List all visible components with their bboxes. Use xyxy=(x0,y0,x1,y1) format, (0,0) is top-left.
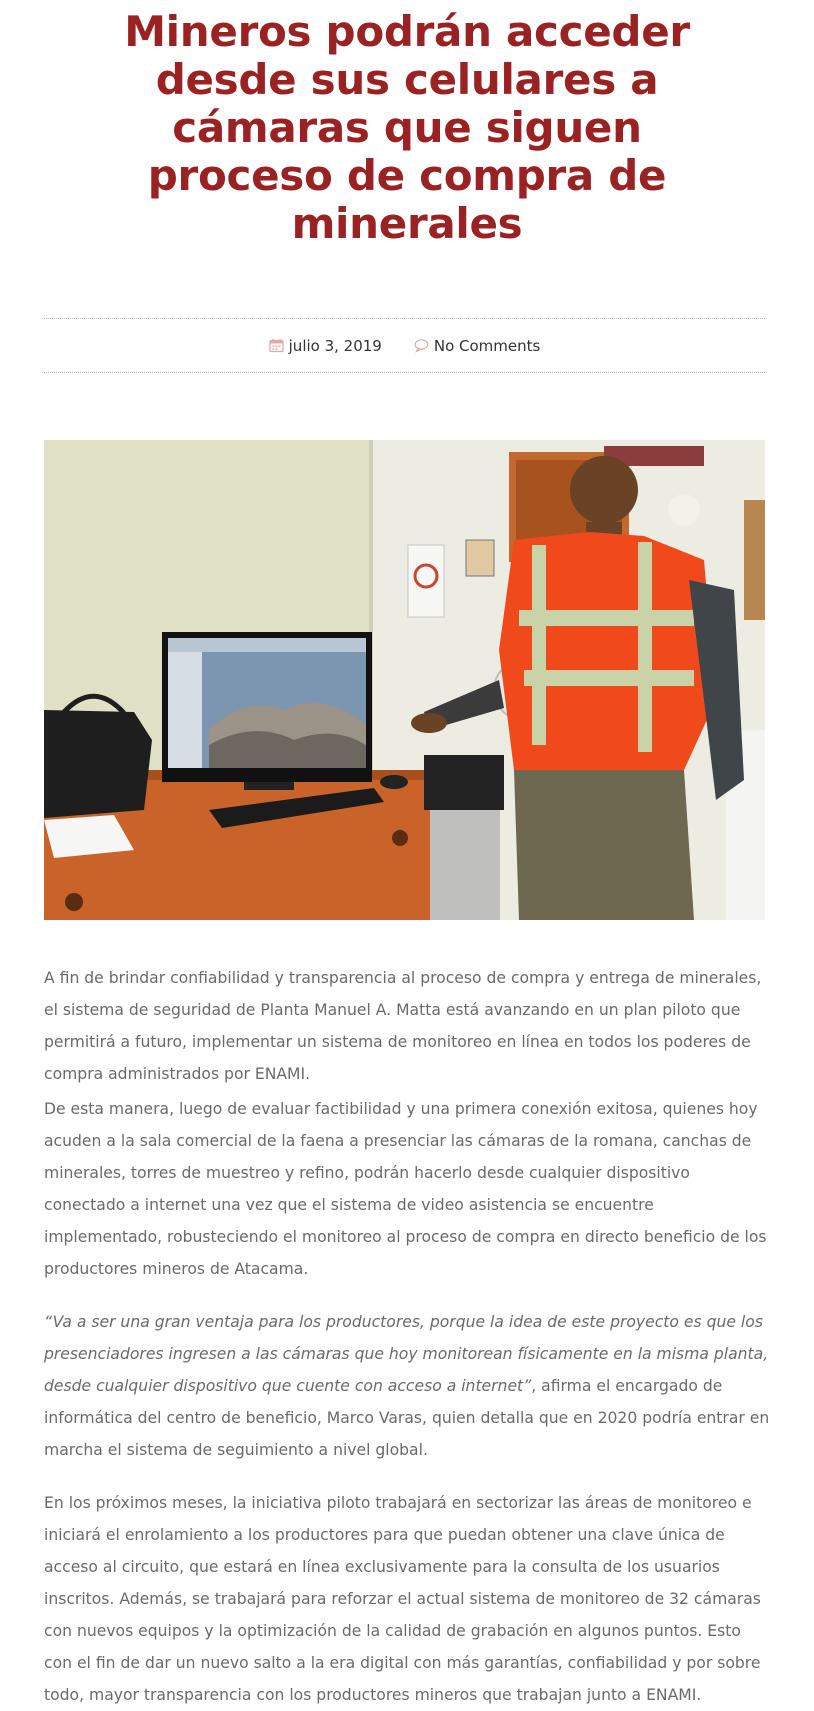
article-title: Mineros podrán acceder desde sus celulares a cámaras que siguen proceso de compra de minerales xyxy=(124,7,690,248)
post-date-text: julio 3, 2019 xyxy=(288,336,382,355)
paragraph: A fin de brindar confiabilidad y transparencia al proceso de compra y entrega de minerales, el sistema de seguridad de Planta Manuel A. Matta está avanzando en un plan piloto que permitirá a futuro, implementar un sistema de monitoreo en línea en todos los poderes de compra administrados por ENAMI. xyxy=(44,969,762,1083)
article-body xyxy=(44,962,772,1711)
paragraph xyxy=(44,1306,772,1466)
quote: “Va a ser una gran ventaja para los productores, porque la idea de este proyecto es que los presenciadores ingresen a las cámaras que hoy monitorean físicamente en la misma planta, desde cualquier dispositivo que cuente con acceso a internet” xyxy=(44,1313,769,1395)
quote-attribution: , afirma el encargado de informática del centro de beneficio, Marco Varas, quien detalla que en 2020 podría entrar en marcha el sistema de seguimiento a nivel global. xyxy=(44,1377,770,1459)
post-date[interactable] xyxy=(269,337,382,355)
calendar-icon xyxy=(269,338,284,353)
post-meta xyxy=(44,318,765,373)
article-photo xyxy=(44,440,765,920)
paragraph: De esta manera, luego de evaluar factibilidad y una primera conexión exitosa, quienes hoy acuden a la sala comercial de la faena a presenciar las cámaras de la romana, canchas de minerales, torres de muestreo y refino, podrán hacerlo desde cualquier dispositivo conectado a internet una vez que el sistema de video asistencia se encuentre implementado, robusteciendo el monitoreo al proceso de compra en directo beneficio de los productores mineros de Atacama. xyxy=(44,1100,767,1278)
post-comments-link[interactable] xyxy=(414,337,540,355)
paragraph: En los próximos meses, la iniciativa piloto trabajará en sectorizar las áreas de monitoreo e iniciará el enrolamiento a los productores para que puedan obtener una clave única de acceso al circuito, que estará en línea exclusivamente para la consulta de los usuarios inscritos. Además, se trabajará para reforzar el actual sistema de monitoreo de 32 cámaras con nuevos equipos y la optimización de la calidad de grabación en algunos puntos. Esto con el fin de dar un nuevo salto a la era digital con más garantías, confiabilidad y por sobre todo, mayor transparencia con los productores mineros que trabajan junto a ENAMI. xyxy=(44,1494,761,1704)
comment-bubble-icon xyxy=(414,338,429,353)
post-comments-text: No Comments xyxy=(433,336,541,355)
